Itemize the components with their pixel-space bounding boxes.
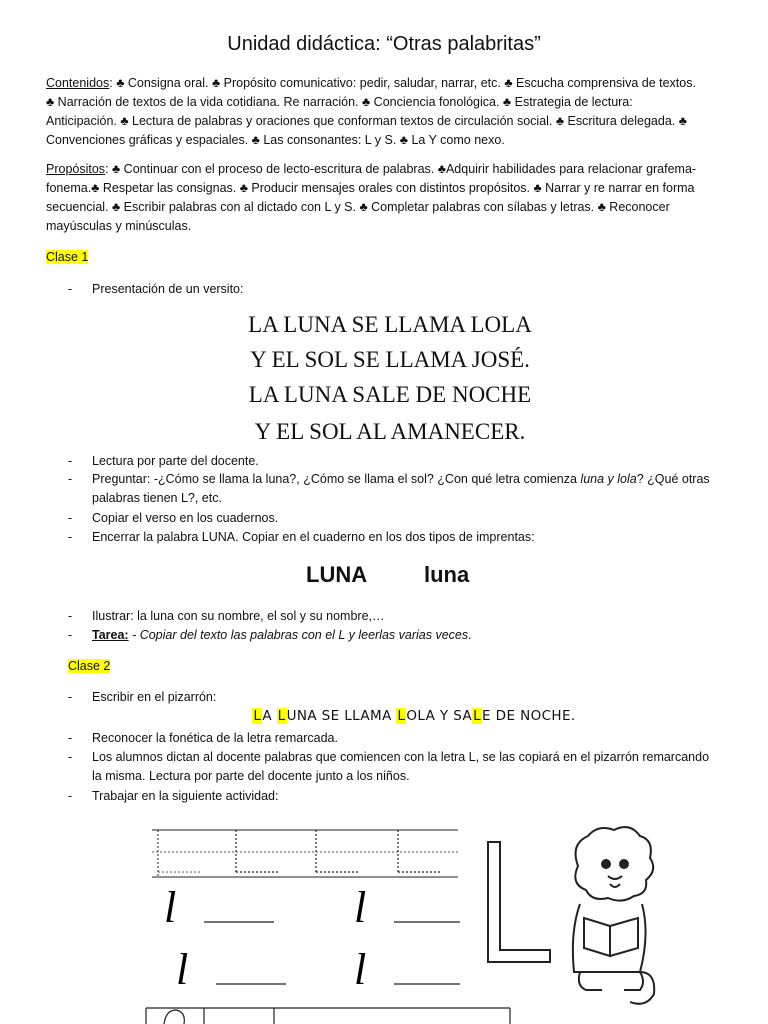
highlighted-letter: L xyxy=(473,708,482,724)
outlined-letter-l xyxy=(488,842,550,962)
clase-1-label: Clase 1 xyxy=(46,250,89,264)
contenidos-paragraph xyxy=(46,74,736,150)
page-title: Unidad didáctica: “Otras palabritas” xyxy=(227,33,541,55)
list-item-text: Reconocer la fonética de la letra remarcada. xyxy=(92,731,338,745)
word-luna-lowercase: luna xyxy=(424,562,470,587)
list-item-text: Ilustrar: la luna con su nombre, el sol y su nombre,… xyxy=(92,609,385,623)
cursive-l-rows xyxy=(164,883,460,994)
list-item-text: Trabajar en la siguiente actividad: xyxy=(92,789,279,803)
contenidos-line: : ♣ Consigna oral. ♣ Propósito comunicativo: pedir, saludar, narrar, etc. ♣ Escucha comprensiva de textos. xyxy=(109,76,696,90)
highlighted-letter: L xyxy=(397,708,406,724)
bullet-dash: - xyxy=(68,690,73,704)
highlighted-letter: L xyxy=(277,708,286,724)
contenidos-line: Convenciones gráficas y espaciales. ♣ Las consonantes: L y S. ♣ La Y como nexo. xyxy=(46,133,505,147)
cursive-l-glyph: l xyxy=(164,883,177,932)
bullet-dash: - xyxy=(68,530,73,544)
bullet-dash: - xyxy=(68,282,73,296)
highlighted-letter: L xyxy=(253,708,262,724)
propositos-line: secuencial. ♣ Escribir palabras con al dictado con L y S. ♣ Completar palabras con sílabas y letras. ♣ Reconocer xyxy=(46,200,670,214)
bullet-dash: - xyxy=(68,750,73,764)
italic-emphasis: luna y lola xyxy=(580,472,637,486)
list-item-text: Encerrar la palabra LUNA. Copiar en el cuaderno en los dos tipos de imprentas: xyxy=(92,530,535,544)
bullet-dash: - xyxy=(68,472,73,486)
list-item xyxy=(68,470,738,508)
propositos-line: : ♣ Continuar con el proceso de lecto-escritura de palabras. ♣Adquirir habilidades para relacionar grafema- xyxy=(105,162,697,176)
cursive-l-glyph: l xyxy=(354,883,367,932)
verse-line: Y EL SOL AL AMANECER. xyxy=(254,419,526,444)
propositos-line: mayúsculas y minúsculas. xyxy=(46,219,192,233)
list-item-text: Preguntar: -¿Cómo se llama la luna?, ¿Cómo se llama el sol? ¿Con qué letra comienza luna y lola? ¿Qué otras palabras tienen L?, etc. xyxy=(92,472,710,505)
cursive-l-glyph: l xyxy=(176,945,189,994)
list-item-text: Escribir en el pizarrón: xyxy=(92,690,217,704)
word-luna-uppercase: LUNA xyxy=(306,562,368,587)
bottom-table xyxy=(146,1008,510,1024)
list-item-text: Lectura por parte del docente. xyxy=(92,454,259,468)
propositos-line: fonema.♣ Respetar las consignas. ♣ Producir mensajes orales con distintos propósitos. ♣ Narrar y re narrar en forma xyxy=(46,181,695,195)
board-sentence: LA LUNA SE LLAMA LOLA Y SALE DE NOCHE. xyxy=(253,708,576,724)
contenidos-line: Anticipación. ♣ Lectura de palabras y oraciones que conforman textos de circulación social. ♣ Escritura delegada. ♣ xyxy=(46,114,687,128)
lion-illustration xyxy=(573,827,654,1004)
list-item xyxy=(68,748,738,786)
bullet-dash: - xyxy=(68,789,73,803)
propositos-paragraph xyxy=(46,160,736,236)
tracing-guide xyxy=(152,830,458,877)
contenidos-label: Contenidos xyxy=(46,76,110,90)
verse-line: Y EL SOL SE LLAMA JOSÉ. xyxy=(250,347,530,372)
verse-line: LA LUNA SALE DE NOCHE xyxy=(248,382,532,407)
worksheet-activity xyxy=(140,822,660,1024)
bullet-dash: - xyxy=(68,609,73,623)
contenidos-line: ♣ Narración de textos de la vida cotidiana. Re narración. ♣ Conciencia fonológica. ♣ Estrategia de lectura: xyxy=(46,95,633,109)
cursive-l-glyph: l xyxy=(354,945,367,994)
tarea-text: - Copiar del texto las palabras con el L y leerlas varias veces xyxy=(128,628,469,642)
clase-2-label: Clase 2 xyxy=(68,659,111,673)
bullet-dash: - xyxy=(68,731,73,745)
tarea-label: Tarea: xyxy=(92,628,129,642)
bullet-dash: - xyxy=(68,454,73,468)
bullet-dash: - xyxy=(68,511,73,525)
list-item-text: Presentación de un versito: xyxy=(92,282,244,296)
list-item-text: Los alumnos dictan al docente palabras que comiencen con la letra L, se las copiará en el pizarrón remarcando la misma. Lectura por parte del docente junto a los niños. xyxy=(92,750,710,783)
verse-line: LA LUNA SE LLAMA LOLA xyxy=(248,312,532,337)
list-item-text: Copiar el verso en los cuadernos. xyxy=(92,511,279,525)
bullet-dash: - xyxy=(68,628,73,642)
propositos-label: Propósitos xyxy=(46,162,106,176)
list-item-text: Tarea: - Copiar del texto las palabras con el L y leerlas varias veces. xyxy=(92,628,472,642)
